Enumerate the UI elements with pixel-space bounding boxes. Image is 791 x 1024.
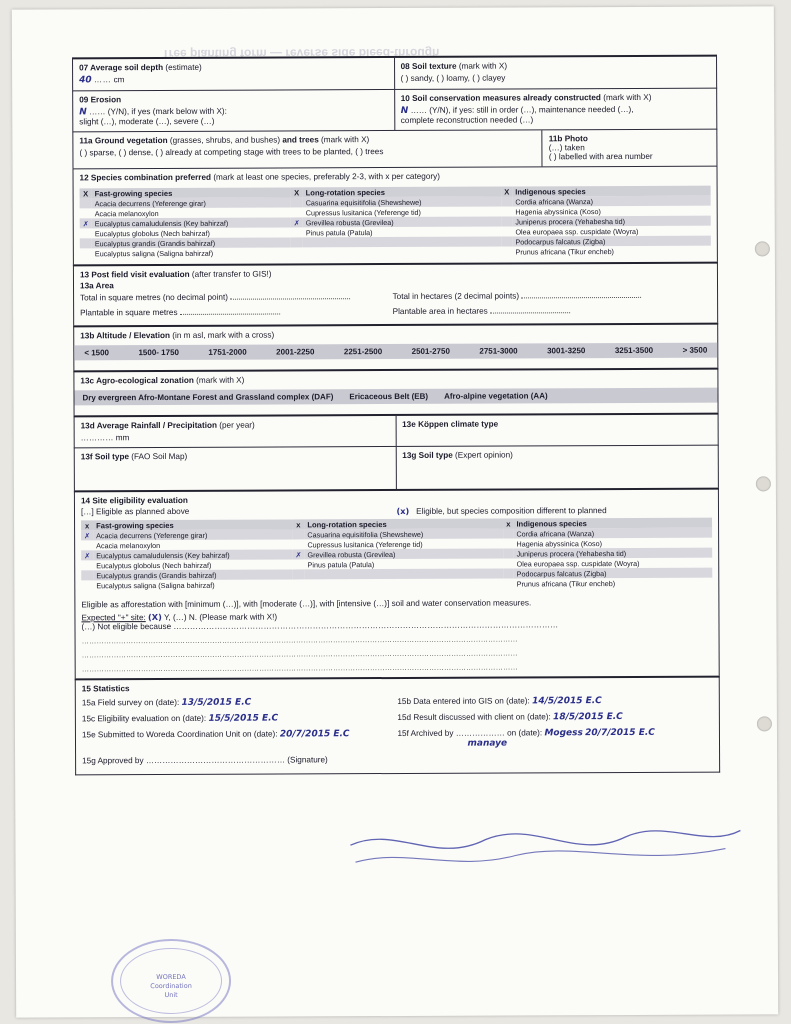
- species-indigenous-5: Podocarpus falcatus (Zigba): [515, 236, 606, 246]
- species-fast-6: Eucalyptus saligna (Saligna bahirzaf): [94, 248, 214, 258]
- option-11b-labelled[interactable]: ( ) labelled with area number: [548, 151, 653, 162]
- handwriting-15f-date: 20/7/2015 E.C: [585, 727, 655, 739]
- handwriting-10: N: [400, 105, 409, 116]
- checkbox-indigenous-3[interactable]: [503, 548, 513, 558]
- header-fast: Fast-growing species: [96, 520, 174, 530]
- handwriting-15b: 14/5/2015 E.C: [532, 696, 602, 707]
- section-13c: [73, 368, 718, 416]
- option-14-eligible-different[interactable]: [396, 505, 712, 516]
- scanned-page: [12, 6, 778, 1017]
- header-fast: Fast-growing species: [94, 188, 173, 198]
- field-13a-plantable-ha[interactable]: [393, 306, 706, 316]
- species-table-12: [74, 182, 717, 265]
- field-15b[interactable]: [397, 696, 713, 707]
- checkbox-indigenous-1[interactable]: [503, 528, 513, 538]
- section-11b: [543, 130, 717, 167]
- checkbox-fast-4[interactable]: [81, 560, 93, 570]
- section-13f-13g: [74, 445, 719, 491]
- section-13a: [74, 279, 717, 326]
- species-indigenous-6: Prunus africana (Tikur encheb): [515, 246, 614, 256]
- species-long-6: [303, 247, 502, 258]
- species-fast-6: Eucalyptus saligna (Saligna bahirzaf): [96, 580, 215, 590]
- field-15a[interactable]: [82, 697, 398, 708]
- species-long-2: Cupressus lusitanica (Yeferenge tid): [305, 207, 421, 217]
- x-header-fast: X: [83, 188, 89, 198]
- checkbox-long-2[interactable]: [292, 539, 304, 549]
- field-13a-total-ha[interactable]: [393, 291, 706, 301]
- species-fast-4: Eucalyptus globolus (Nech bahirzaf): [96, 560, 212, 570]
- note-11a-2: (mark with X): [321, 135, 370, 145]
- label-13c: 13c Agro-ecological zonation: [80, 375, 194, 386]
- handwriting-15d: 18/5/2015 E.C: [553, 712, 623, 723]
- field-13e-value[interactable]: [402, 431, 712, 441]
- section-13d: [75, 416, 397, 447]
- handwriting-07: 40: [79, 75, 92, 86]
- altitude-band-5[interactable]: 2251-2500: [343, 347, 383, 357]
- section-11: [72, 129, 717, 169]
- altitude-band-10[interactable]: > 3500: [682, 345, 708, 355]
- label-13f: 13f Soil type: [80, 452, 130, 462]
- species-fast-5: Eucalyptus grandis (Grandis bahirzaf): [96, 570, 217, 580]
- species-indigenous-1: Cordia africana (Wanza): [516, 528, 595, 538]
- altitude-band-1[interactable]: < 1500: [84, 348, 110, 358]
- checkbox-indigenous-4[interactable]: [503, 558, 513, 568]
- punch-hole: [755, 241, 770, 256]
- pen-squiggle: [345, 818, 745, 880]
- label-13: 13 Post field visit evaluation: [79, 269, 190, 280]
- label-11a-trees: and trees: [282, 135, 319, 145]
- species-fast-4: Eucalyptus globolus (Nech bahirzaf): [94, 228, 210, 238]
- header-indigenous: Indigenous species: [516, 518, 587, 528]
- label-12: 12 Species combination preferred: [79, 172, 212, 183]
- altitude-band-9[interactable]: 3251-3500: [614, 345, 654, 356]
- label-15: 15 Statistics: [81, 684, 130, 694]
- section-12: [72, 166, 717, 265]
- species-indigenous-1: Cordia africana (Wanza): [515, 196, 593, 206]
- species-long-6: [305, 579, 504, 590]
- section-09-10: [72, 88, 717, 132]
- field-13g-value[interactable]: [402, 462, 712, 472]
- altitude-band-7[interactable]: 2751-3000: [479, 346, 518, 356]
- handwriting-09: N: [79, 107, 87, 118]
- punch-hole: [757, 716, 772, 731]
- note-07: (estimate): [165, 62, 202, 72]
- handwriting-15e: 20/7/2015 E.C: [279, 729, 350, 740]
- blank-line-1[interactable]: ……………………………………………………………………………………………………………………………………………………………: [81, 634, 518, 646]
- x-header-fast: x: [84, 520, 90, 530]
- options-08[interactable]: ( ) sandy, ( ) loamy, ( ) clayey: [400, 73, 506, 83]
- label-14-different: Eligible, but species composition different to planned: [416, 506, 607, 516]
- altitude-band-6[interactable]: 2501-2750: [411, 346, 450, 356]
- label-15b: 15b Data entered into GIS on (date):: [397, 696, 530, 706]
- checkbox-long-5[interactable]: [293, 569, 305, 579]
- species-long-3: Grevillea robusta (Grevilea): [305, 217, 394, 227]
- label-14: 14 Site eligibility evaluation: [80, 495, 188, 506]
- label-07: 07 Average soil depth: [79, 63, 164, 73]
- section-10: [395, 89, 717, 130]
- species-table-14: [75, 518, 718, 597]
- section-14: [74, 488, 720, 679]
- note-13d: (per year): [219, 420, 255, 430]
- checkbox-long-1[interactable]: [292, 529, 304, 539]
- checkbox-indigenous-2[interactable]: [501, 206, 512, 216]
- section-13d-13e: [74, 413, 719, 448]
- text-14-afforestation[interactable]: Eligible as afforestation with [minimum (…)], with [moderate (…)], with [intensive (…)] soil and water conservation measures.: [81, 598, 532, 610]
- checkbox-long-6[interactable]: [291, 247, 303, 257]
- aez-band-daf[interactable]: Dry evergreen Afro-Montane Forest and Grassland complex (DAF): [82, 392, 334, 403]
- stamp-line-3: Unit: [164, 990, 178, 1000]
- handwriting-15f-name2: manaye: [467, 738, 508, 749]
- checkbox-fast-2[interactable]: [81, 540, 93, 550]
- checkbox-long-5[interactable]: [291, 237, 303, 247]
- species-fast-5: Eucalyptus grandis (Grandis bahirzaf): [94, 238, 216, 248]
- field-13a-plantable-sqm[interactable]: [80, 307, 393, 317]
- species-long-1: Casuarina equisitifolia (Shewshewe): [305, 197, 422, 207]
- header-long: Long-rotation species: [307, 519, 387, 529]
- altitude-band-8[interactable]: 3001-3250: [547, 346, 586, 356]
- species-indigenous-2: Hagenia abyssinica (Koso): [516, 538, 603, 548]
- checkbox-indigenous-6[interactable]: [501, 246, 512, 256]
- checkbox-long-4[interactable]: [292, 559, 304, 569]
- species-indigenous-4: Olea europaea ssp. cuspidate (Woyra): [516, 558, 640, 568]
- checkbox-long-1[interactable]: [291, 197, 303, 207]
- species-indigenous-2: Hagenia abyssinica (Koso): [515, 206, 601, 216]
- section-11a: [73, 130, 543, 168]
- note-13b: (in m asl, mark with a cross): [172, 330, 275, 340]
- altitude-band-4[interactable]: 2001-2250: [276, 347, 315, 357]
- checkbox-fast-6[interactable]: [80, 248, 92, 258]
- text-10-1: …… (Y/N), if yes: still in order (…), maintenance needed (…),: [410, 104, 634, 115]
- checkbox-14-expected-y[interactable]: (X): [148, 612, 162, 623]
- aez-band-aa[interactable]: Afro-alpine vegetation (AA): [444, 391, 548, 401]
- section-07: [73, 58, 395, 90]
- label-15f: 15f Archived by ……………… on (date):: [397, 728, 543, 738]
- species-grid-14: [81, 518, 712, 591]
- checkbox-14-different[interactable]: (x): [396, 505, 410, 516]
- checkbox-fast-5[interactable]: [81, 570, 93, 580]
- checkbox-long-4[interactable]: [291, 227, 303, 237]
- row-15e-15f: [76, 725, 719, 754]
- checkbox-indigenous-6[interactable]: [503, 578, 513, 588]
- label-14-expected: Expected "+" site:: [81, 613, 146, 623]
- section-13f: [75, 447, 397, 490]
- x-header-long: x: [296, 519, 301, 529]
- species-row[interactable]: [80, 246, 711, 259]
- species-long-4: Pinus patula (Patula): [305, 227, 373, 237]
- checkbox-indigenous-3[interactable]: [501, 216, 512, 226]
- checkbox-long-3[interactable]: ✗: [295, 549, 302, 559]
- label-09: 09 Erosion: [79, 95, 122, 105]
- checkbox-long-2[interactable]: [291, 207, 303, 217]
- label-13g: 13g Soil type: [402, 450, 453, 460]
- section-09: [73, 90, 395, 131]
- label-13b: 13b Altitude / Elevation: [80, 330, 171, 341]
- label-13a-total-ha: Total in hectares (2 decimal points): [392, 291, 520, 302]
- field-13a-total-sqm[interactable]: [80, 292, 393, 302]
- checkbox-fast-3[interactable]: ✗: [84, 550, 91, 560]
- note-13f: (FAO Soil Map): [131, 451, 188, 462]
- header-long: Long-rotation species: [305, 187, 385, 197]
- x-header-indigenous: X: [504, 186, 510, 197]
- species-indigenous-5: Podocarpus falcatus (Zigba): [516, 568, 607, 578]
- x-header-long: X: [294, 187, 300, 197]
- label-11b: 11b Photo: [548, 134, 588, 144]
- official-stamp: [111, 939, 231, 1024]
- x-header-indigenous: x: [506, 518, 511, 529]
- species-fast-1: Acacia decurrens (Yeferenge girar): [96, 530, 208, 540]
- species-indigenous-6: Prunus africana (Tikur encheb): [516, 578, 616, 588]
- species-indigenous-3: Juniperus procera (Yehabesha tid): [515, 216, 626, 226]
- checkbox-indigenous-5[interactable]: [503, 568, 513, 578]
- label-15a: 15a Field survey on (date):: [81, 697, 180, 708]
- bleed-through-text: Tree planting form — reverse side bleed-through: [161, 45, 440, 62]
- checkbox-fast-1[interactable]: ✗: [84, 530, 91, 540]
- section-08: [395, 57, 717, 89]
- options-11a[interactable]: ( ) sparse, ( ) dense, ( ) already at competing stage with trees to be planted, ( ) trees: [79, 147, 384, 158]
- label-15d: 15d Result discussed with client on (date):: [397, 712, 551, 722]
- species-indigenous-3: Juniperus procera (Yehabesha tid): [516, 548, 627, 558]
- header-indigenous: Indigenous species: [515, 186, 586, 196]
- note-10: (mark with X): [603, 92, 652, 103]
- label-13a-plantable-ha: Plantable area in hectares: [392, 306, 488, 317]
- handwriting-15c: 15/5/2015 E.C: [208, 713, 279, 724]
- species-long-4: Pinus patula (Patula): [307, 559, 375, 569]
- species-long-1: Casuarina equisitifolia (Shewshewe): [307, 529, 424, 539]
- note-11a: (grasses, shrubs, and bushes): [169, 135, 281, 145]
- stamp-line-1: WOREDA: [156, 972, 186, 982]
- label-13a: 13a Area: [79, 281, 114, 291]
- species-row[interactable]: [81, 578, 712, 591]
- field-07-value[interactable]: 40 …… cm: [79, 75, 125, 86]
- species-long-2: Cupressus lusitanica (Yeferenge tid): [307, 539, 423, 549]
- field-15e[interactable]: [82, 729, 398, 750]
- species-long-3: Grevillea robusta (Grevilea): [307, 549, 396, 559]
- checkbox-fast-5[interactable]: [80, 238, 92, 248]
- species-fast-2: Acacia melanoxylon: [94, 208, 159, 218]
- blank-line-3[interactable]: ……………………………………………………………………………………………………………………………………………………………: [81, 662, 518, 674]
- label-15e: 15e Submitted to Woreda Coordination Unit on (date):: [81, 729, 278, 740]
- label-11a: 11a Ground vegetation: [79, 135, 168, 146]
- field-15f[interactable]: [397, 728, 713, 749]
- option-11b-taken[interactable]: (…) taken: [548, 143, 585, 153]
- section-15: [75, 676, 720, 776]
- stamp-text: [123, 973, 219, 1000]
- form-sheet: [72, 55, 720, 776]
- checkbox-indigenous-5[interactable]: [501, 236, 512, 246]
- stamp-line-2: Coordination: [150, 981, 192, 991]
- note-08: (mark with X): [458, 61, 508, 71]
- label-13d: 13d Average Rainfall / Precipitation: [80, 420, 217, 431]
- checkbox-long-6[interactable]: [293, 579, 305, 589]
- text-14-not-eligible[interactable]: (…) Not eligible because ……………………………………………………………………………………………………………………………: [81, 620, 559, 632]
- checkbox-fast-6[interactable]: [81, 580, 93, 590]
- handwriting-15f-name: Mogess: [544, 728, 583, 739]
- label-08: 08 Soil texture: [400, 61, 457, 71]
- note-13c: (mark with X): [196, 375, 245, 385]
- section-14-footer: [75, 594, 718, 679]
- species-fast-2: Acacia melanoxylon: [96, 540, 161, 550]
- section-13: [73, 262, 718, 326]
- species-grid-12: [80, 186, 711, 259]
- label-10: 10 Soil conservation measures already constructed: [400, 93, 601, 103]
- punch-hole: [756, 476, 771, 491]
- section-13e: [396, 415, 718, 446]
- checkbox-long-3[interactable]: ✗: [293, 217, 300, 227]
- species-fast-1: Acacia decurrens (Yeferenge girar): [94, 198, 206, 208]
- handwriting-15a: 13/5/2015 E.C: [181, 697, 252, 708]
- line-10-2[interactable]: complete reconstruction needed (…): [400, 115, 534, 125]
- section-13b: [73, 323, 718, 371]
- label-13a-plantable-sqm: Plantable in square metres: [80, 307, 178, 318]
- aez-band-eb[interactable]: Ericaceous Belt (EB): [349, 391, 429, 402]
- label-13a-total-sqm: Total in square metres (no decimal point): [80, 292, 228, 303]
- field-15c[interactable]: [82, 713, 398, 724]
- line-09-2[interactable]: slight (…), moderate (…), severe (…): [79, 116, 215, 127]
- field-13d-value[interactable]: ………… mm: [80, 433, 130, 443]
- label-13e: 13e Köppen climate type: [402, 419, 499, 429]
- checkbox-fast-1[interactable]: [80, 198, 92, 208]
- species-fast-3: Eucalyptus camaludulensis (Key bahirzaf): [94, 218, 229, 228]
- checkbox-fast-3[interactable]: ✗: [82, 218, 89, 228]
- label-14-expected-rest: Y, (…) N. (Please mark with X!): [163, 612, 278, 623]
- note-12: (mark at least one species, preferably 2-3, with x per category): [213, 171, 440, 182]
- section-07-08: [72, 55, 717, 91]
- option-14-eligible-as-planned[interactable]: […] Eligible as planned above: [80, 506, 190, 517]
- altitude-band-3[interactable]: 1751-2000: [208, 347, 247, 357]
- section-13g: [396, 446, 718, 489]
- blank-line-2[interactable]: ……………………………………………………………………………………………………………………………………………………………: [81, 648, 518, 660]
- note-13: (after transfer to GIS!): [191, 269, 272, 279]
- field-15g[interactable]: 15g Approved by …………………………………………… (Signature): [82, 755, 328, 766]
- note-13g: (Expert opinion): [455, 450, 513, 460]
- checkbox-fast-4[interactable]: [80, 228, 92, 238]
- field-15d[interactable]: [397, 712, 713, 723]
- species-fast-3: Eucalyptus camaludulensis (Key bahirzaf): [96, 550, 230, 560]
- unit-07: cm: [113, 75, 125, 85]
- species-indigenous-4: Olea europaea ssp. cuspidate (Woyra): [515, 226, 639, 236]
- label-15c: 15c Eligibility evaluation on (date):: [81, 713, 207, 724]
- text-09-1: …… (Y/N), if yes (mark below with X):: [89, 106, 227, 117]
- checkbox-indigenous-2[interactable]: [503, 538, 513, 548]
- altitude-band-2[interactable]: 1500- 1750: [138, 347, 179, 358]
- checkbox-fast-2[interactable]: [80, 208, 92, 218]
- checkbox-indigenous-4[interactable]: [501, 226, 512, 236]
- checkbox-indigenous-1[interactable]: [501, 196, 512, 206]
